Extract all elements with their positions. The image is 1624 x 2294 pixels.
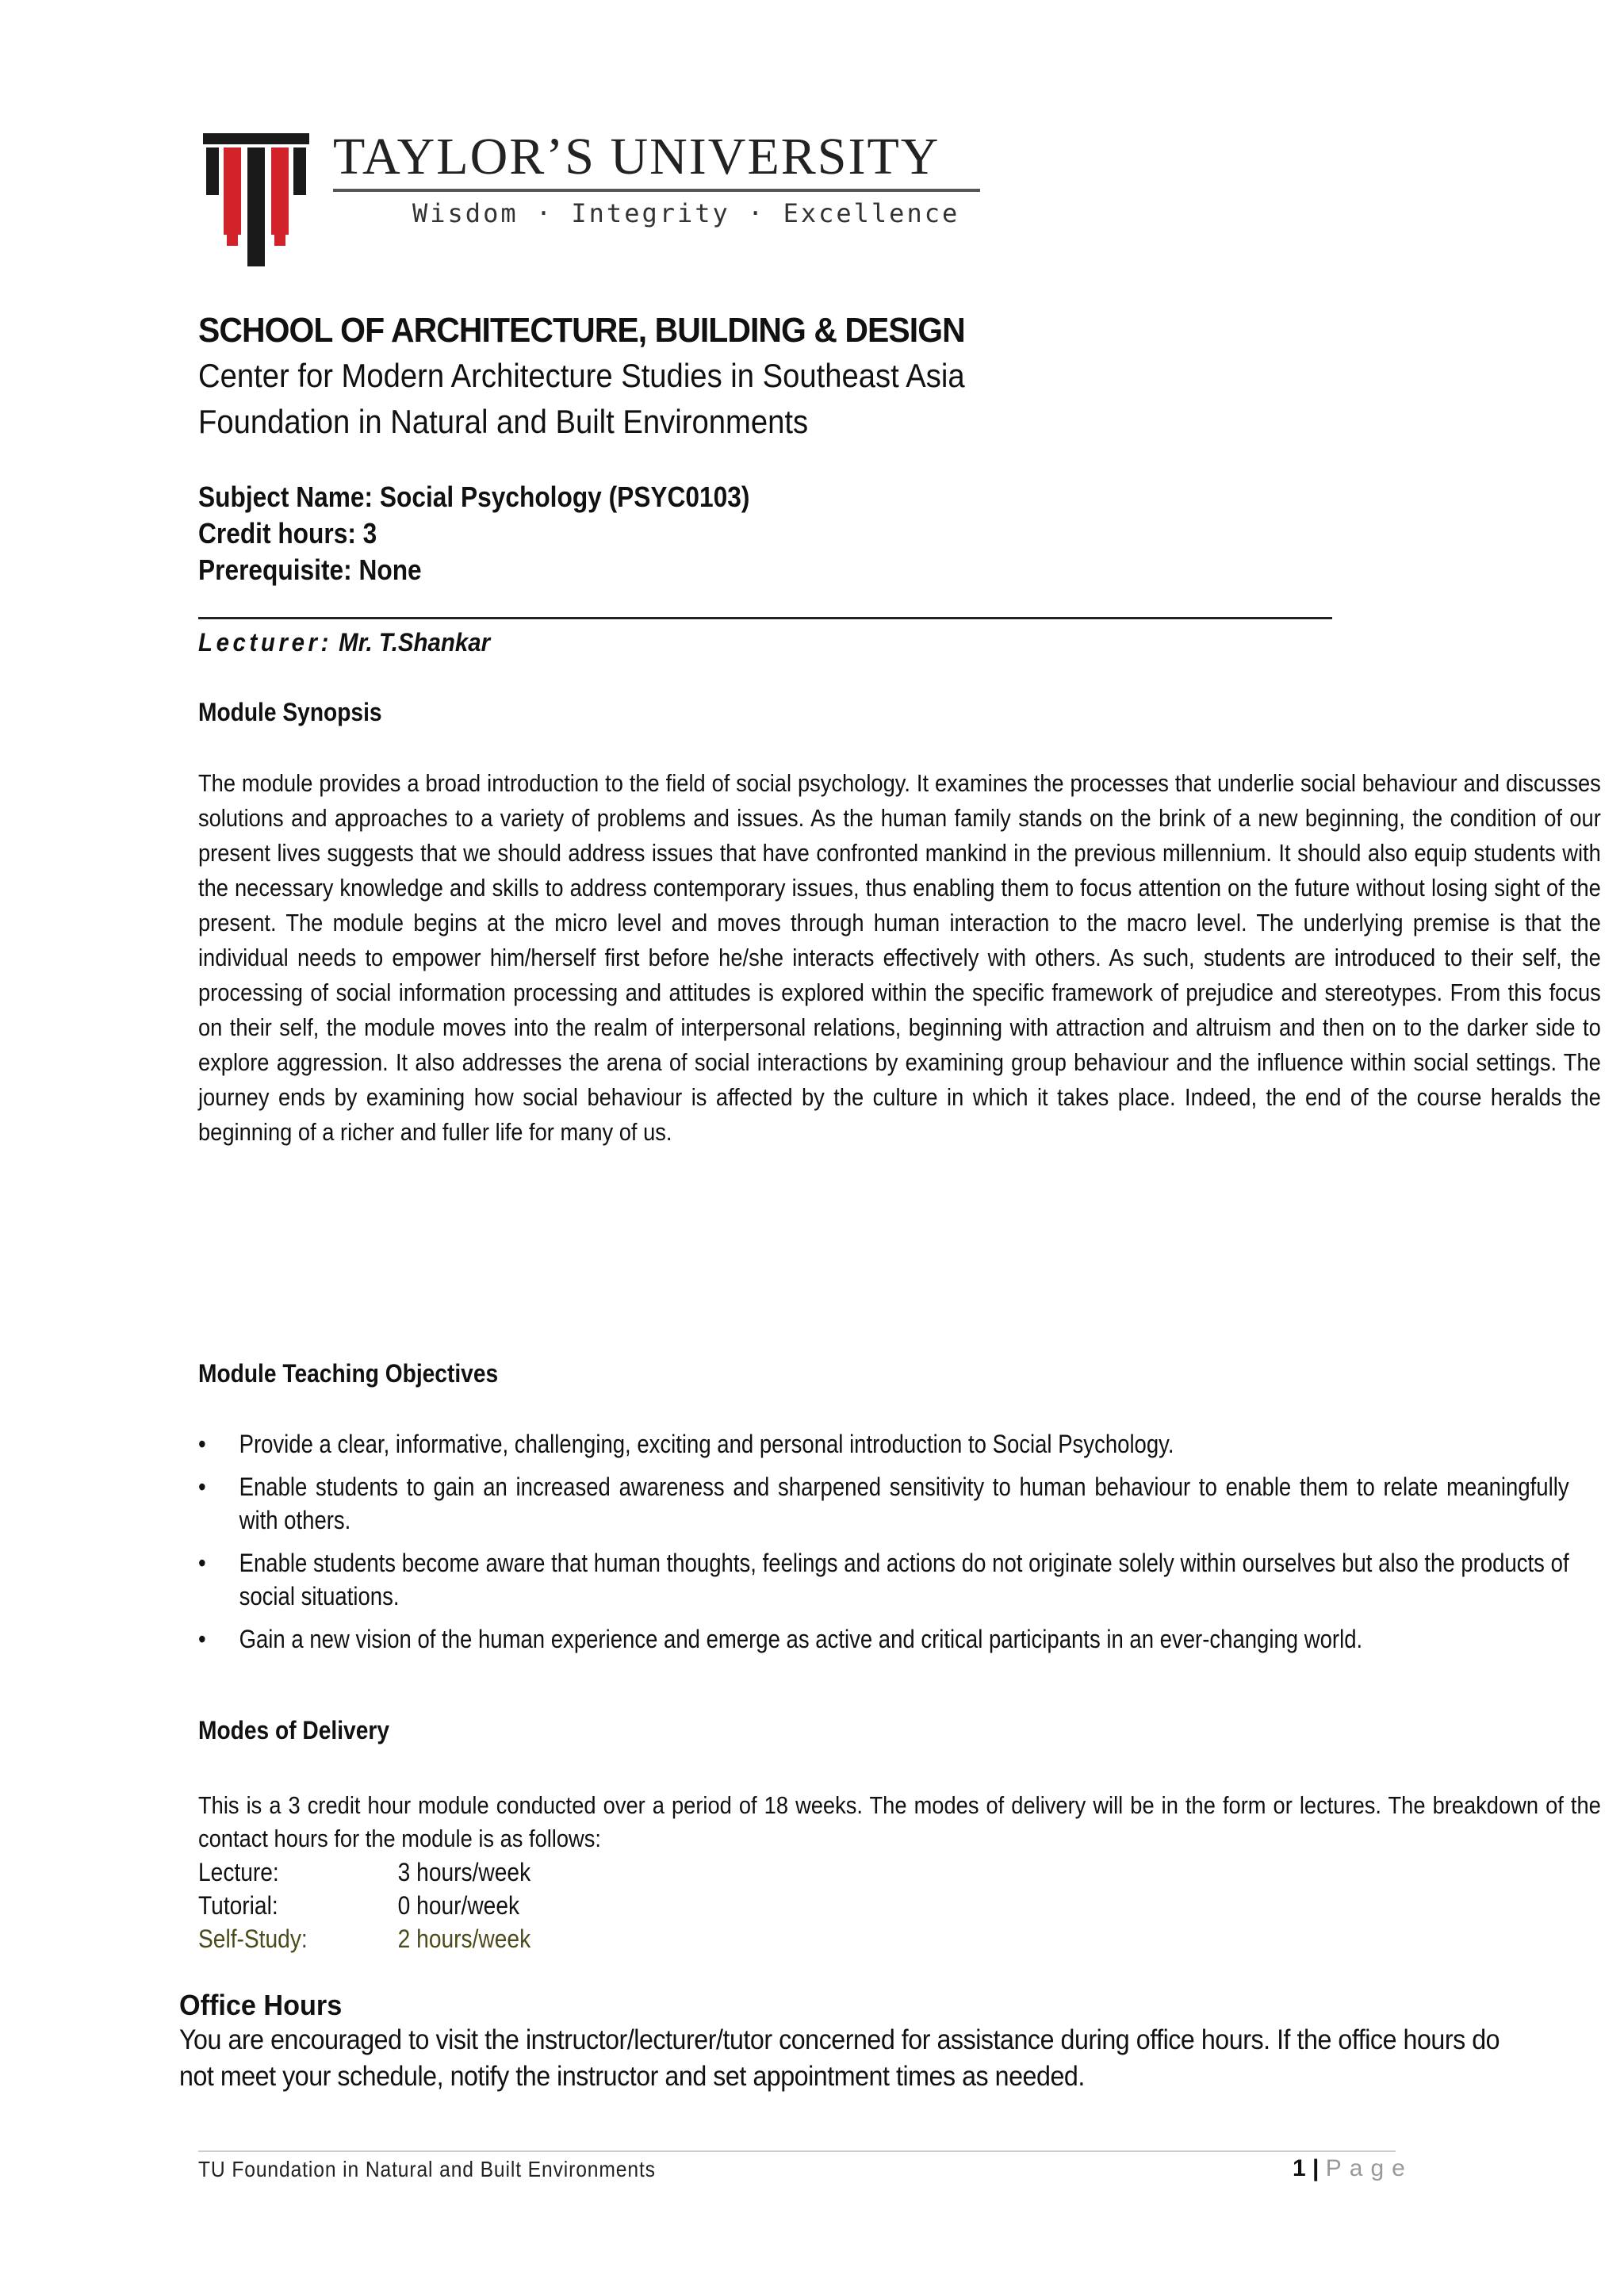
page-label: Page xyxy=(1325,2155,1413,2181)
row-value: 3 hours/week xyxy=(397,1858,531,1886)
page-indicator xyxy=(1293,2155,1413,2182)
credit-hours: Credit hours: 3 xyxy=(198,517,377,550)
contact-hours-row xyxy=(198,1889,530,1922)
footer-programme: TU Foundation in Natural and Built Environments xyxy=(198,2157,656,2181)
row-label: Tutorial: xyxy=(198,1891,278,1920)
logo-divider xyxy=(333,189,980,192)
lecturer-name: Mr. T.Shankar xyxy=(339,628,491,657)
lecturer-line xyxy=(198,628,490,657)
contact-hours-row xyxy=(198,1855,530,1889)
page-number: 1 xyxy=(1293,2155,1306,2181)
row-value: 2 hours/week xyxy=(397,1924,531,1953)
row-label: Lecture: xyxy=(198,1858,279,1886)
footer-divider xyxy=(198,2150,1396,2152)
list-item: • Enable students to gain an increased awareness and sharpened sensitivity to human behaviour to enable them to relate meaningfully with others. xyxy=(198,1470,1569,1537)
university-logo xyxy=(203,127,980,270)
delivery-heading: Modes of Delivery xyxy=(198,1716,389,1744)
programme-name: Foundation in Natural and Built Environments xyxy=(198,403,809,440)
list-item: • Provide a clear, informative, challenging, exciting and personal introduction to Social Psychology. xyxy=(198,1427,1569,1461)
row-value: 0 hour/week xyxy=(397,1891,520,1920)
list-item: • Gain a new vision of the human experience and emerge as active and critical participants in an ever-changing world. xyxy=(198,1622,1569,1656)
university-name: TAYLOR’S UNIVERSITY xyxy=(333,128,940,186)
lecturer-label: Lecturer: xyxy=(198,628,333,657)
contact-hours-row xyxy=(198,1922,530,1955)
office-hours-text: You are encouraged to visit the instructor/lecturer/tutor concerned for assistance during office hours. If the office hours do not meet your schedule, notify the instructor and set appointment times as needed. xyxy=(179,2024,1500,2092)
delivery-text: This is a 3 credit hour module conducted over a period of 18 weeks. The modes of delivery will be in the form or lectures. The breakdown of the contact hours for the module is as follows: xyxy=(198,1791,1601,1852)
objectives-heading: Module Teaching Objectives xyxy=(198,1359,499,1388)
university-crest-icon xyxy=(203,127,309,270)
page-separator: | xyxy=(1312,2155,1320,2181)
row-label: Self-Study: xyxy=(198,1924,308,1953)
center-name: Center for Modern Architecture Studies in Southeast Asia xyxy=(198,357,965,394)
synopsis-text: The module provides a broad introduction to the field of social psychology. It examines the processes that underlie social behaviour and discusses solutions and approaches to a variety of problems and issues. As the human family stands on the brink of a new beginning, the condition of our present lives suggests that we should address issues that have confronted mankind in the previous millennium. It should also equip students with the necessary knowledge and skills to address contemporary issues, thus enabling them to focus attention on the future without losing sight of the present. The module begins at the micro level and moves through human interaction to the macro level. The underlying premise is that the individual needs to empower him/herself first before he/she interacts effectively with others. As such, students are introduced to their self, the processing of social information processing and attitudes is explored within the specific framework of prejudice and stereotypes. From this focus on their self, the module moves into the realm of interpersonal relations, beginning with attraction and altruism and then on to the darker side to explore aggression. It also addresses the arena of social interactions by examining group behaviour and the influence within social settings. The journey ends by examining how social behaviour is affected by the culture in which it takes place. Indeed, the end of the course heralds the beginning of a richer and fuller life for many of us. xyxy=(198,769,1601,1146)
prerequisite: Prerequisite: None xyxy=(198,553,422,586)
objectives-list xyxy=(198,1427,1569,1665)
school-title: SCHOOL OF ARCHITECTURE, BUILDING & DESIGN xyxy=(198,311,965,350)
contact-hours-table xyxy=(198,1855,530,1955)
list-item: • Enable students become aware that human thoughts, feelings and actions do not originate solely within ourselves but also the products of social situations. xyxy=(198,1546,1569,1613)
section-divider xyxy=(198,617,1332,619)
synopsis-heading: Module Synopsis xyxy=(198,698,382,726)
subject-name: Subject Name: Social Psychology (PSYC0103) xyxy=(198,481,750,513)
office-hours-heading: Office Hours xyxy=(179,1989,343,2021)
university-tagline: Wisdom · Integrity · Excellence xyxy=(412,198,960,228)
